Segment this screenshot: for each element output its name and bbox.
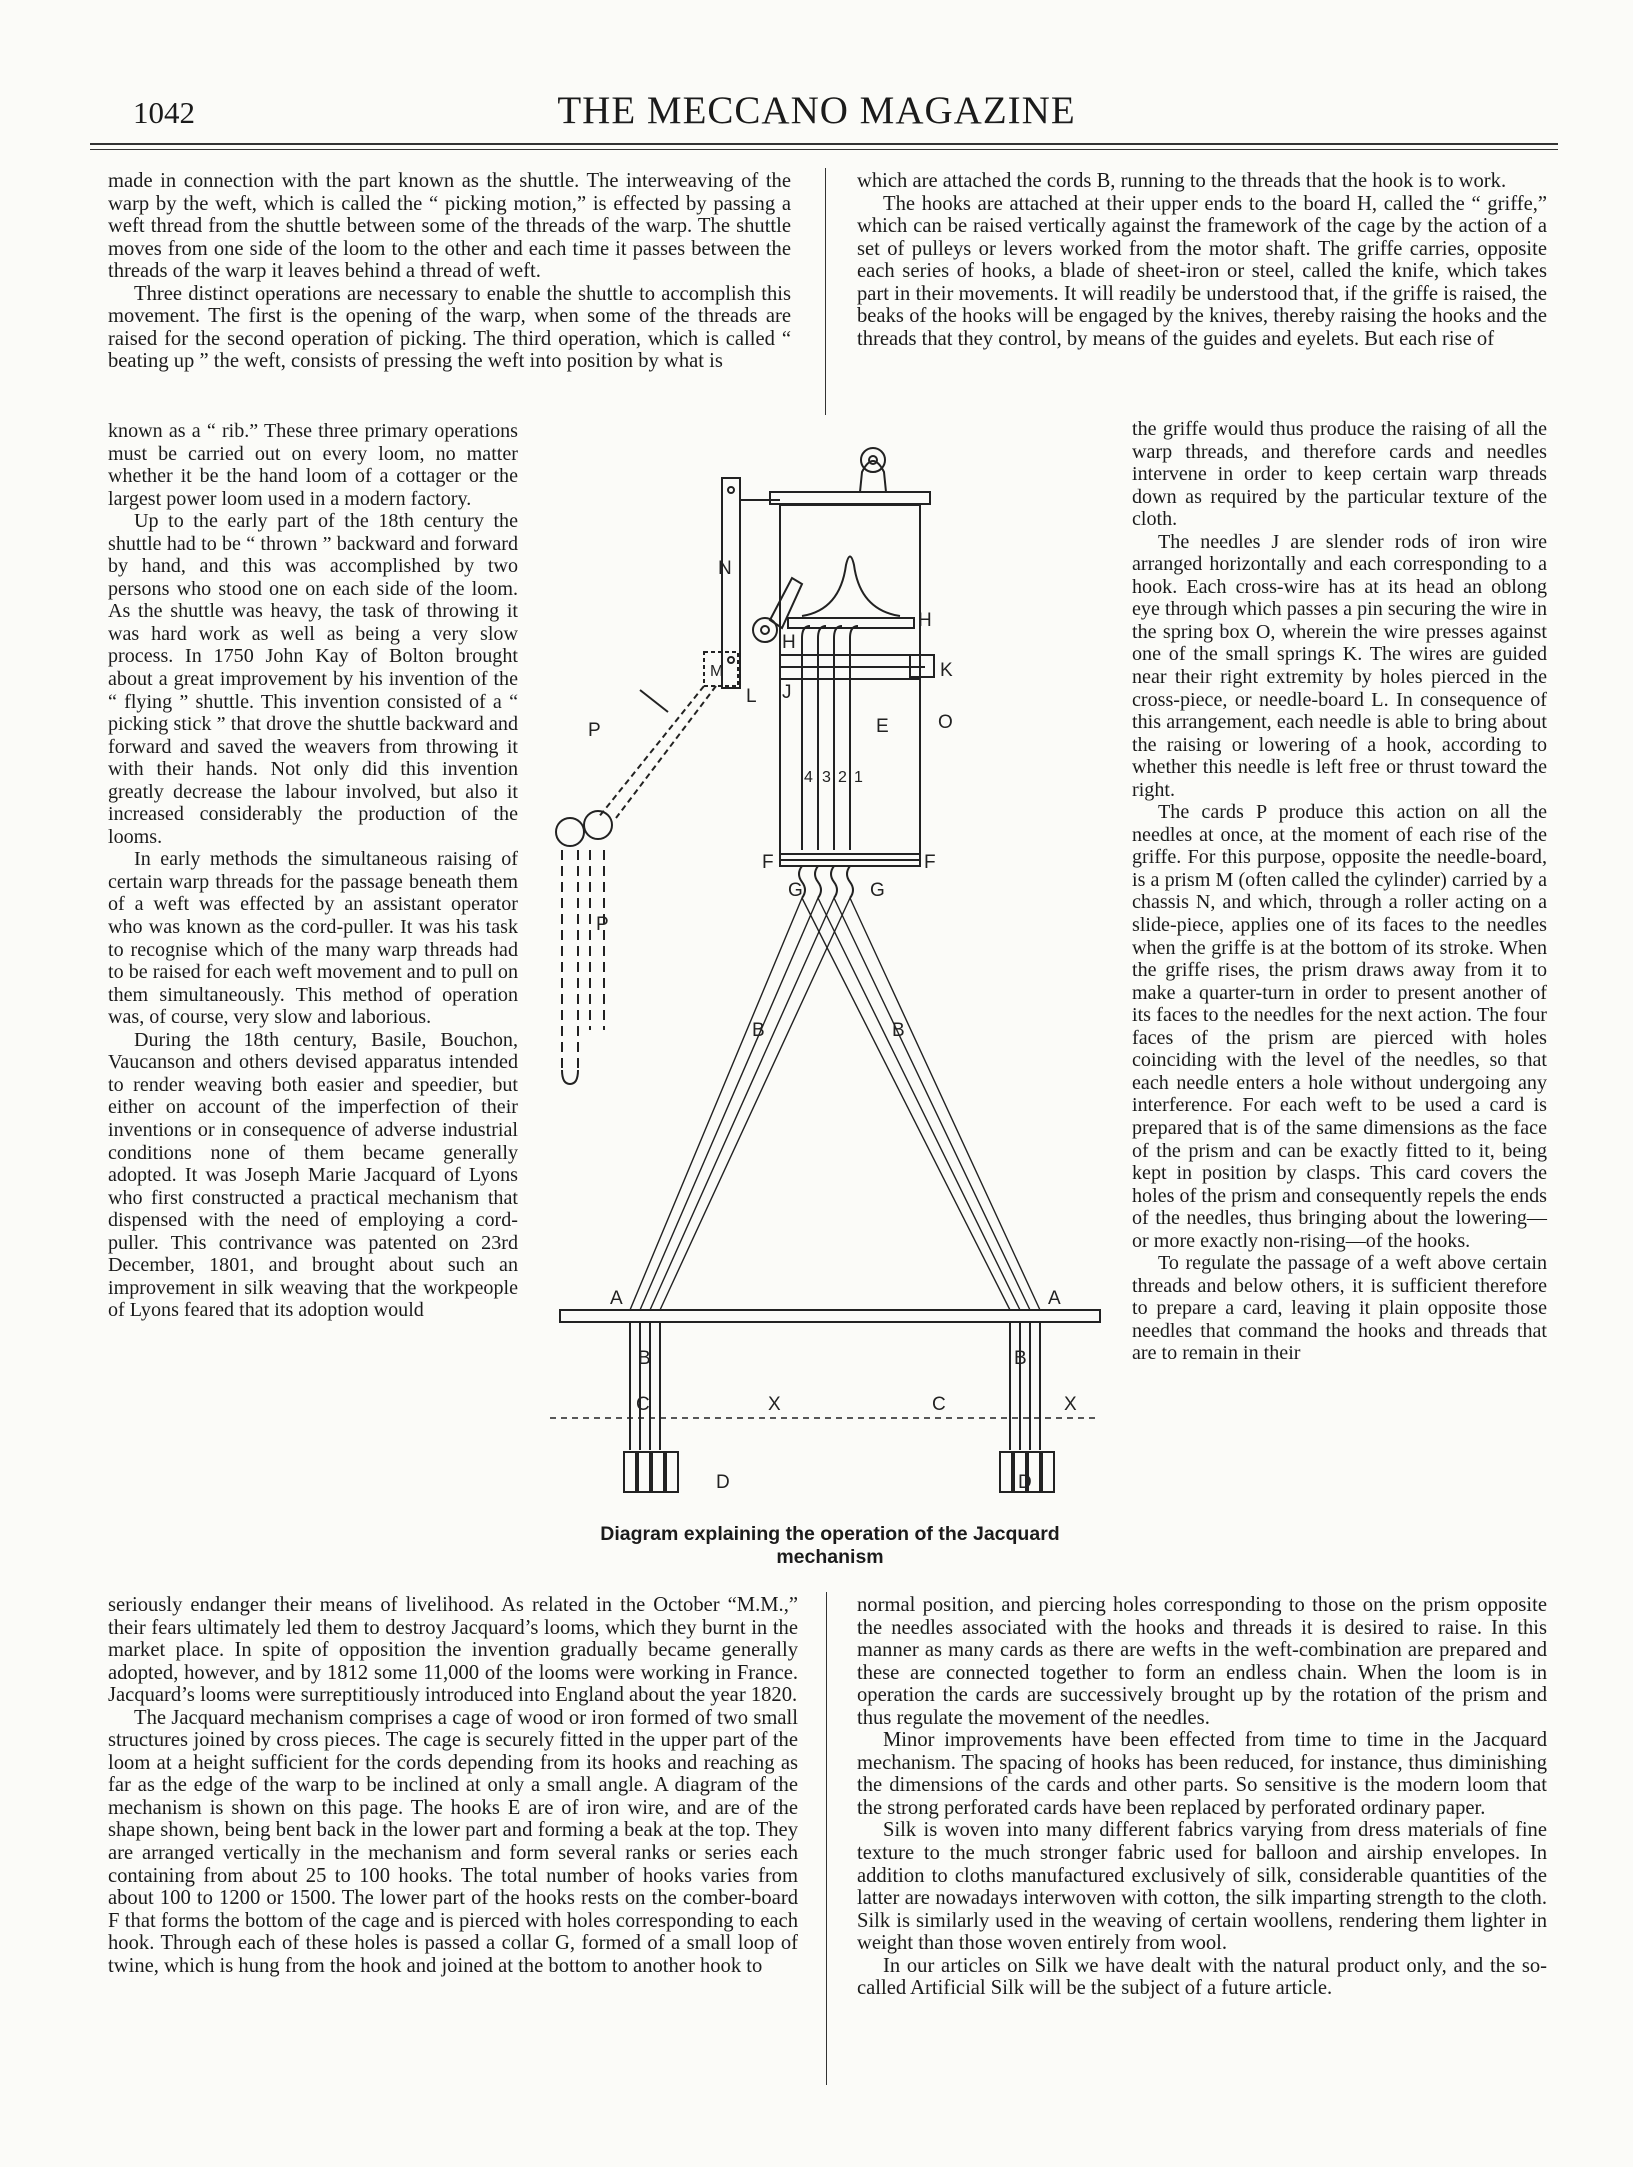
label-n: N: [718, 558, 732, 579]
label-hook-4: 4: [804, 769, 813, 786]
paragraph: normal position, and piercing holes corresponding to those on the prism opposite the needles associated with the hooks and threads it is desired to raise. In this manner as many cards as there are wefts in the weft-combination are prepared and these are connected together to form an endless chain. When the loom is in operation the cards are successively brought up by the rotation of the prism and thus regulate the movement of the needles.: [857, 1594, 1547, 1729]
col2-top-text: [857, 170, 1547, 350]
paragraph: The cards P produce this action on all the needles at once, at the moment of each rise of the griffe. For this purpose, opposite the needle-board, is a prism M (often called the cylinder) carried by a chassis N, and which, through a roller acting on a slide-piece, applies one of its faces to the needles when the griffe is at the bottom of its stroke. When the griffe rises, the prism draws away from it to make a quarter-turn in order to present another of its faces to the needles for the next action. The four faces of the prism are pierced with holes coinciding with the level of the needles, so that each needle enters a hole without undergoing any interference. For each weft to be used a card is prepared that is of the same dimensions as the face of the prism and can be exactly fitted to it, being kept in position by clasps. This card covers the holes of the prism and consequently repels the ends of the needles, thus bringing about the lowering—or more exactly non-rising—of the hooks.: [1132, 801, 1547, 1252]
label-b-lower-right: B: [1014, 1348, 1027, 1369]
label-h-right: H: [918, 610, 932, 631]
paragraph: seriously endanger their means of livelihood. As related in the October “M.M.,” their fears ultimately led them to destroy Jacquard’s looms, which they burnt in the market place. In spite of opposition the invention gradually became generally adopted, however, and by 1812 some 11,000 of the looms were working in France. Jacquard’s looms were surreptitiously introduced into England about the year 1820.: [108, 1594, 798, 1707]
label-hook-3: 3: [822, 769, 831, 786]
paragraph: In early methods the simultaneous raising of certain warp threads for the passage beneath them of a weft was effected by an assistant operator who was known as the cord-puller. It was his task to recognise which of the many warp threads had to be raised for each weft movement and to pull on them simultaneously. This method of operation was, of course, very slow and laborious.: [108, 848, 518, 1029]
paragraph: The needles J are slender rods of iron wire arranged horizontally and each corresponding to a hook. Each cross-wire has at its head an oblong eye through which passes a pin securing the wire in the spring box O, wherein the wire presses against one of the small springs K. The wires are guided near their right extremity by holes pierced in the cross-piece, or needle-board L. In consequence of this arrangement, each needle is able to bring about the raising or lowering of a hook, according to whether this needle is left free or thrust toward the right.: [1132, 530, 1547, 801]
label-a: A: [610, 1288, 623, 1309]
label-e: E: [876, 716, 889, 737]
label-c: C: [636, 1394, 650, 1415]
label-b-lower: B: [638, 1348, 651, 1369]
label-c-right: C: [932, 1394, 946, 1415]
label-j: J: [782, 682, 792, 703]
column-divider: [825, 168, 826, 415]
col2-bottom-text: [857, 1594, 1547, 2000]
label-d-right: D: [1018, 1472, 1032, 1493]
label-x-right: X: [1064, 1394, 1077, 1415]
paragraph: Minor improvements have been effected from time to time in the Jacquard mechanism. The spacing of hooks has been reduced, for instance, thus diminishing the dimensions of the cards and other parts. So sensitive is the modern loom that the strong perforated cards have been replaced by perforated ordinary paper.: [857, 1729, 1547, 1819]
col1-bottom-text: [108, 1594, 798, 1977]
paragraph: The Jacquard mechanism comprises a cage of wood or iron formed of two small structures joined by cross pieces. The cage is securely fitted in the upper part of the loom at a height sufficient for the cords depending from its hooks and reaching as far as the edge of the warp to be inclined at only a small angle. A diagram of the mechanism is shown on this page. The hooks E are of iron wire, and are of the shape shown, being bent back in the lower part and forming a beak at the top. They are arranged vertically in the mechanism and form several ranks or series each containing from about 25 to 100 hooks. The total number of hooks varies from about 100 to 1200 or 1500. The lower part of the hooks rests on the comber-board F that forms the bottom of the cage and is pierced with holes corresponding to each hook. Through each of these holes is passed a collar G, formed of a small loop of twine, which is hung from the hook and joined at the bottom to another hook to: [108, 1706, 798, 1977]
paragraph: Three distinct operations are necessary to enable the shuttle to accomplish this movement. The first is the opening of the warp, when some of the threads are raised for the second operation of picking. The third operation, which is called “ beating up ” the weft, consists of pressing the weft into position by what is: [108, 282, 791, 373]
label-f: F: [762, 852, 774, 873]
label-d: D: [716, 1472, 730, 1493]
header-rule: [90, 143, 1558, 145]
label-b: B: [752, 1020, 765, 1041]
paragraph: In our articles on Silk we have dealt with the natural product only, and the so-called Artificial Silk will be the subject of a future article.: [857, 1954, 1547, 2000]
label-o: O: [938, 712, 953, 733]
label-p: P: [588, 720, 601, 741]
paragraph: Up to the early part of the 18th century the shuttle had to be “ thrown ” backward and forward by hand, and this was accomplished by two persons who stood one on each side of the loom. As the shuttle was heavy, the task of throwing it was hard work as well as being a very slow process. In 1750 John Kay of Bolton brought about a great improvement by his invention of the “ flying ” shuttle. This invention consisted of a “ picking stick ” that drove the shuttle backward and forward and saved the weavers from throwing it with their hands. Not only did this invention greatly decrease the labour involved, but also it increased considerably the production of the looms.: [108, 510, 518, 848]
col1-top-text: [108, 170, 791, 373]
label-x: X: [768, 1394, 781, 1415]
label-g: G: [788, 880, 803, 901]
paragraph: Silk is woven into many different fabrics varying from dress materials of fine texture to the much stronger fabric used for balloon and airship envelopes. In addition to cloths manufactured exclusively of silk, considerable quantities of the latter are nowadays interwoven with cotton, the silk imparting strength to the cloth. Silk is similarly used in the weaving of certain woollens, rendering them lighter in weight than those woven entirely from wool.: [857, 1819, 1547, 1955]
label-l: L: [746, 686, 757, 707]
label-hook-2: 2: [838, 769, 847, 786]
label-hook-1: 1: [854, 769, 863, 786]
label-f-right: F: [924, 852, 936, 873]
figure-caption: Diagram explaining the operation of the Jacquard mechanism: [600, 1523, 1060, 1568]
paragraph: The hooks are attached at their upper ends to the board H, called the “ griffe,” which can be raised vertically against the framework of the cage by the action of a set of pulleys or levers worked from the motor shaft. The griffe carries, opposite each series of hooks, a blade of sheet-iron or steel, called the knife, which takes part in their movements. It will readily be understood that, if the griffe is raised, the beaks of the hooks will be engaged by the knives, thereby raising the hooks and the threads that they control, by means of the guides and eyelets. But each rise of: [857, 192, 1547, 350]
paragraph: the griffe would thus produce the raising of all the warp threads, and therefore cards and needles intervene in order to keep certain warp threads down as required by the particular texture of the cloth.: [1132, 418, 1547, 531]
label-m: M: [710, 663, 724, 680]
paragraph: To regulate the passage of a weft above certain threads and below others, it is sufficient therefore to prepare a card, leaving it plain opposite those needles that command the hooks and threads that are to remain in their: [1132, 1252, 1547, 1365]
label-k: K: [940, 660, 953, 681]
label-h: H: [782, 632, 796, 653]
magazine-title: THE MECCANO MAGAZINE: [557, 89, 1076, 132]
paragraph: made in connection with the part known as the shuttle. The interweaving of the warp by the weft, which is called the “ picking motion,” is effected by passing a weft thread from the shuttle between some of the threads of the warp. The shuttle moves from one side of the loom to the other and each time it passes between the threads of the warp it leaves behind a thread of weft.: [108, 170, 791, 283]
label-a-right: A: [1048, 1288, 1061, 1309]
col1-narrow-text: [108, 420, 518, 1322]
label-b-right: B: [892, 1020, 905, 1041]
label-g-right: G: [870, 880, 885, 901]
label-p-lower: P: [596, 914, 609, 935]
paragraph: which are attached the cords B, running to the threads that the hook is to work.: [857, 170, 1507, 192]
header-rule-thin: [90, 149, 1558, 150]
paragraph: known as a “ rib.” These three primary operations must be carried out on every loom, no matter whether it be the hand loom of a cottager or the largest power loom used in a modern factory.: [108, 420, 518, 510]
page-number: 1042: [133, 95, 195, 130]
column-divider-bottom: [826, 1592, 827, 2085]
paragraph: During the 18th century, Basile, Bouchon, Vaucanson and others devised apparatus intended to render weaving both easier and speedier, but either on account of the imperfection of their inventions or in consequence of adverse industrial conditions none of them became generally adopted. It was Joseph Marie Jacquard of Lyons who first constructed a practical mechanism that dispensed with the need of employing a cord-puller. This contrivance was patented on 23rd December, 1801, and brought about such an improvement in silk weaving that the workpeople of Lyons feared that its adoption would: [108, 1028, 518, 1322]
jacquard-diagram: [540, 430, 1120, 1520]
col2-narrow-text: [1132, 418, 1547, 1365]
